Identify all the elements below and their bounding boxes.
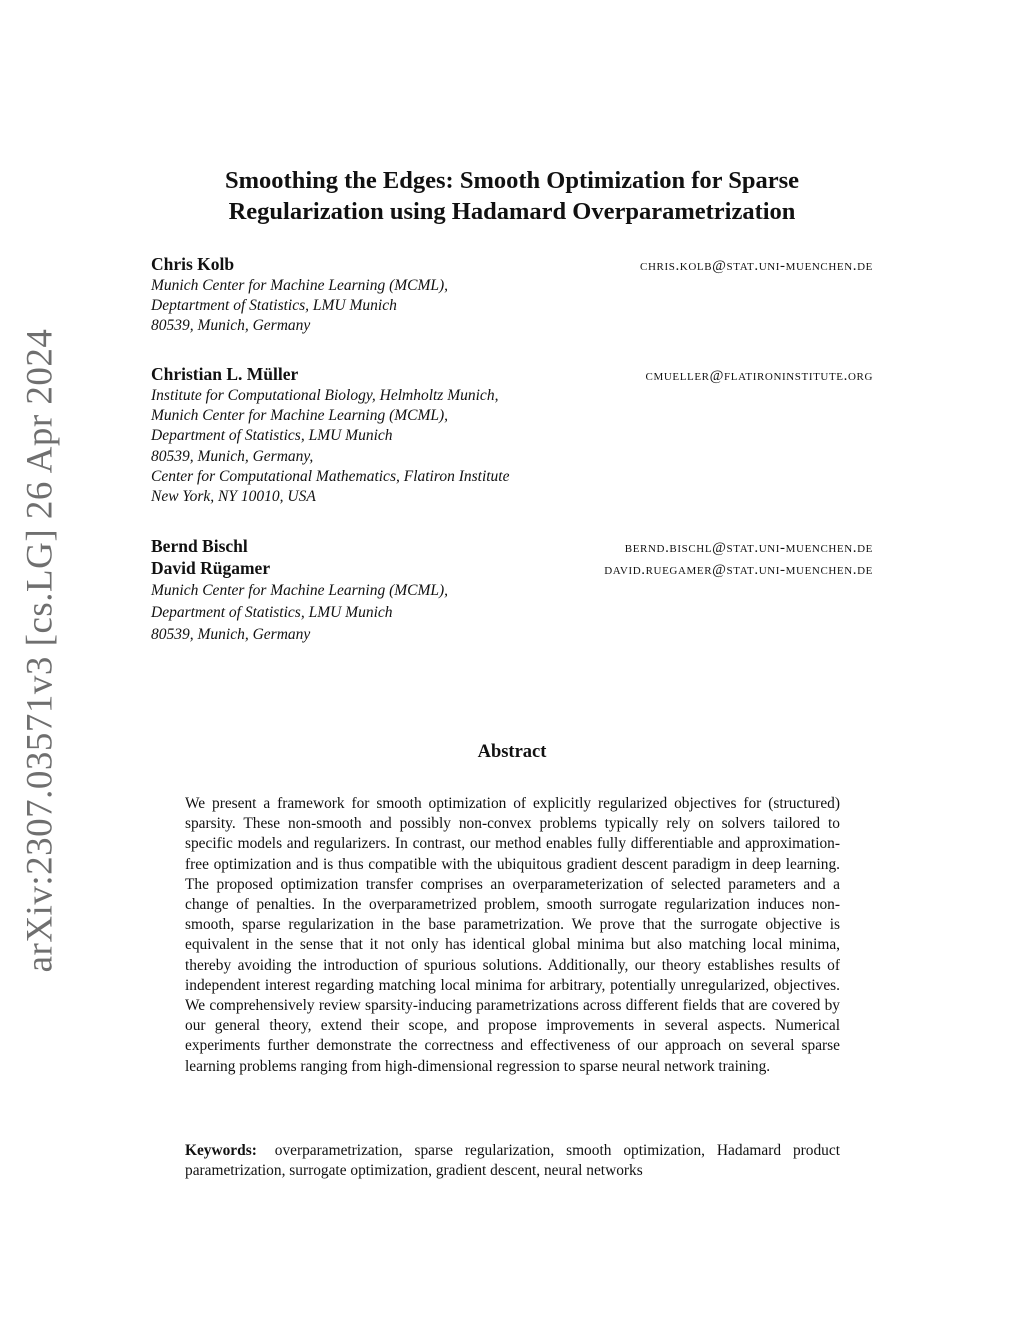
abstract-heading: Abstract (477, 742, 547, 762)
affiliation-line: 80539, Munich, Germany (151, 317, 311, 335)
arxiv-sidebar (10, 328, 70, 972)
keywords (185, 1141, 840, 1181)
title-line-1: Smoothing the Edges: Smooth Optimization for Sparse (225, 167, 799, 194)
affiliation-line: Department of Statistics, LMU Munich (151, 604, 393, 621)
keywords-label: Keywords: (185, 1142, 257, 1159)
author-email[interactable]: cmueller@flatironinstitute.org (645, 368, 873, 384)
affiliation-line: Center for Computational Mathematics, Flatiron Institute (151, 467, 510, 485)
arxiv-identifier: arXiv:2307.03571v3 [cs.LG] 26 Apr 2024 (19, 328, 61, 972)
affiliation-line: Munich Center for Machine Learning (MCML), (151, 407, 449, 425)
author-name: Christian L. Müller (151, 364, 299, 384)
affiliation-line: Munich Center for Machine Learning (MCML), (151, 277, 449, 294)
author-email[interactable]: chris.kolb@stat.uni-muenchen.de (640, 258, 873, 274)
title-line-2: Regularization using Hadamard Overparametrization (228, 198, 796, 225)
affiliation-line: Department of Statistics, LMU Munich (151, 427, 393, 445)
author-email[interactable]: bernd.bischl@stat.uni-muenchen.de (624, 540, 873, 556)
author-name: Bernd Bischl (151, 536, 248, 556)
abstract-text: We present a framework for smooth optimization of explicitly regularized objectives for (structured) sparsity. These non-smooth and possibly non-convex problems typically rely on solvers tailored to specific models and regularizers. In contrast, our method enables fully differentiable and approximation-free optimization and is thus compatible with the ubiquitous gradient descent paradigm in deep learning. The proposed optimization transfer comprises an overparameterization of selected parameters and a change of penalties. In the overparametrized problem, smooth surrogate regularization induces non-smooth, sparse regularization in the base parametrization. We prove that the surrogate objective is equivalent in the sense that it not only has identical global minima but also matching local minima, thereby avoiding the introduction of spurious solutions. Additionally, our theory establishes results of independent interest regarding matching local minima for arbitrary, potentially unregularized, objectives. We comprehensively review sparsity-inducing parametrizations across different fields that are covered by our general theory, extend their scope, and propose improvements in several aspects. Numerical experiments further demonstrate the correctness and effectiveness of our approach on several sparse learning problems ranging from high-dimensional regression to sparse neural network training. (185, 795, 840, 1075)
author-block-kolb (151, 254, 873, 337)
affiliation-line: 80539, Munich, Germany, (151, 447, 314, 465)
author-email[interactable]: david.ruegamer@stat.uni-muenchen.de (604, 562, 873, 578)
author-name: David Rügamer (151, 558, 271, 578)
paper-title (130, 165, 894, 227)
author-block-mueller (151, 364, 873, 507)
author-name: Chris Kolb (151, 254, 235, 274)
author-block-bischl-ruegamer (151, 536, 873, 646)
affiliation-line: 80539, Munich, Germany (151, 626, 311, 643)
affiliation-line: Institute for Computational Biology, Helmholtz Munich, (151, 387, 499, 404)
keywords-text: overparametrization, sparse regularization, smooth optimization, Hadamard product parametrization, surrogate optimization, gradient descent, neural networks (185, 1142, 840, 1180)
affiliation-line: New York, NY 10010, USA (151, 488, 316, 506)
affiliation-line: Munich Center for Machine Learning (MCML), (151, 582, 449, 599)
affiliation-line: Deptartment of Statistics, LMU Munich (151, 297, 397, 315)
